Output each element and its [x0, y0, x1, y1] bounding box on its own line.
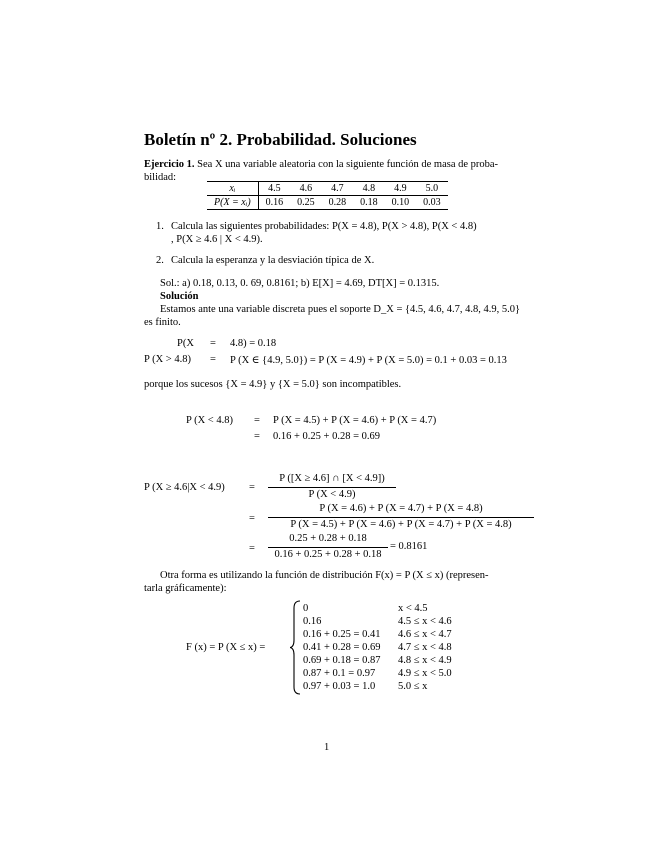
- cdf-case-condition: 5.0 ≤ x: [398, 681, 428, 692]
- eq4-fraction-bar-2: [268, 517, 534, 518]
- eq4-result: = 0.8161: [390, 541, 428, 552]
- cdf-case-value: 0.16 + 0.25 = 0.41: [303, 629, 381, 640]
- eq4-denominator-2: P (X = 4.5) + P (X = 4.6) + P (X = 4.7) + P (X = 4.8): [290, 519, 512, 530]
- short-solution: Sol.: a) 0.18, 0.13, 0. 69, 0.8161; b) E[X] = 4.69, DT[X] = 0.1315.: [160, 278, 440, 289]
- pmf-row-x-label: xᵢ: [207, 182, 258, 196]
- eq4-relation-1: =: [249, 482, 255, 493]
- eq3-rhs-1: P (X = 4.5) + P (X = 4.6) + P (X = 4.7): [273, 415, 437, 426]
- cdf-case-value: 0.87 + 0.1 = 0.97: [303, 668, 376, 679]
- eq4-numerator-3: 0.25 + 0.28 + 0.18: [289, 533, 367, 544]
- eq4-denominator-1: P (X < 4.9): [308, 489, 356, 500]
- eq4-fraction-bar-1: [268, 487, 396, 488]
- eq4-numerator-2: P (X = 4.6) + P (X = 4.7) + P (X = 4.8): [319, 503, 483, 514]
- cdf-case-value: 0.16: [303, 616, 322, 627]
- pmf-p-cell: 0.16: [258, 196, 290, 210]
- cdf-case-condition: 4.6 ≤ x < 4.7: [398, 629, 452, 640]
- cdf-case-condition: x < 4.5: [398, 603, 428, 614]
- pmf-p-cell: 0.03: [416, 196, 448, 210]
- eq4-lhs: P (X ≥ 4.6|X < 4.9): [144, 482, 225, 493]
- eq1-relation: =: [210, 338, 216, 349]
- pmf-p-cell: 0.18: [353, 196, 385, 210]
- eq2-relation: =: [210, 354, 216, 365]
- pmf-row-p-label: P(X = xᵢ): [207, 196, 258, 210]
- pmf-row-x: [207, 182, 448, 196]
- question-1-number: 1.: [156, 221, 164, 232]
- eq3-relation-2: =: [254, 431, 260, 442]
- cdf-case-condition: 4.5 ≤ x < 4.6: [398, 616, 452, 627]
- pmf-x-cell: 4.7: [322, 182, 354, 196]
- cdf-case-condition: 4.9 ≤ x < 5.0: [398, 668, 452, 679]
- question-1-line2: , P(X ≥ 4.6 | X < 4.9).: [171, 234, 263, 245]
- exercise-label: Ejercicio 1.: [144, 159, 195, 170]
- cdf-paragraph-line2: tarla gráficamente):: [144, 583, 227, 594]
- pmf-x-cell: 4.8: [353, 182, 385, 196]
- exercise-intro-line1: Sea X una variable aleatoria con la siguiente función de masa de proba-: [197, 159, 499, 170]
- exercise-intro: [144, 158, 498, 171]
- eq3-rhs-2: 0.16 + 0.25 + 0.28 = 0.69: [273, 431, 381, 442]
- pmf-p-cell: 0.28: [322, 196, 354, 210]
- eq2-lhs: P (X > 4.8): [144, 354, 191, 365]
- eq1-lhs: P(X: [177, 338, 194, 349]
- pmf-p-cell: 0.10: [385, 196, 417, 210]
- eq4-fraction-bar-3: [268, 547, 388, 548]
- pmf-x-cell: 5.0: [416, 182, 448, 196]
- pmf-p-cell: 0.25: [290, 196, 322, 210]
- pmf-table: [207, 181, 448, 210]
- solution-heading: Solución: [160, 291, 199, 302]
- support-paragraph-line1: Estamos ante una variable discreta pues el soporte D_X = {4.5, 4.6, 4.7, 4.8, 4.9, 5.0}: [160, 304, 521, 315]
- eq2-rhs: P (X ∈ {4.9, 5.0}) = P (X = 4.9) + P (X = 5.0) = 0.1 + 0.03 = 0.13: [230, 355, 507, 366]
- question-1-line1: Calcula las siguientes probabilidades: P(X = 4.8), P(X > 4.8), P(X < 4.8): [171, 221, 477, 232]
- cdf-case-value: 0.97 + 0.03 = 1.0: [303, 681, 376, 692]
- cdf-paragraph-line1: Otra forma es utilizando la función de distribución F(x) = P (X ≤ x) (represen-: [160, 570, 489, 581]
- cdf-case-value: 0.41 + 0.28 = 0.69: [303, 642, 381, 653]
- exercise-intro-line2: bilidad:: [144, 172, 177, 183]
- incompatible-paragraph: porque los sucesos {X = 4.9} y {X = 5.0} son incompatibles.: [144, 379, 402, 390]
- pmf-x-cell: 4.9: [385, 182, 417, 196]
- question-2-text: Calcula la esperanza y la desviación típica de X.: [171, 255, 375, 266]
- eq4-denominator-3: 0.16 + 0.25 + 0.28 + 0.18: [274, 549, 382, 560]
- page-number: 1: [324, 742, 330, 753]
- cdf-lhs: F (x) = P (X ≤ x) =: [186, 642, 266, 653]
- eq3-lhs: P (X < 4.8): [186, 415, 233, 426]
- left-brace-icon: [290, 600, 302, 695]
- eq1-rhs: 4.8) = 0.18: [230, 338, 277, 349]
- eq3-relation-1: =: [254, 415, 260, 426]
- eq4-relation-3: =: [249, 543, 255, 554]
- cdf-case-condition: 4.8 ≤ x < 4.9: [398, 655, 452, 666]
- eq4-relation-2: =: [249, 513, 255, 524]
- cdf-case-value: 0: [303, 603, 309, 614]
- pmf-row-p: [207, 196, 448, 210]
- eq4-numerator-1: P ([X ≥ 4.6] ∩ [X < 4.9]): [279, 473, 385, 484]
- cdf-case-value: 0.69 + 0.18 = 0.87: [303, 655, 381, 666]
- support-paragraph-line2: es finito.: [144, 317, 181, 328]
- cdf-case-condition: 4.7 ≤ x < 4.8: [398, 642, 452, 653]
- question-2-number: 2.: [156, 255, 164, 266]
- pmf-x-cell: 4.5: [258, 182, 290, 196]
- pmf-x-cell: 4.6: [290, 182, 322, 196]
- page-title: Boletín nº 2. Probabilidad. Soluciones: [144, 130, 417, 149]
